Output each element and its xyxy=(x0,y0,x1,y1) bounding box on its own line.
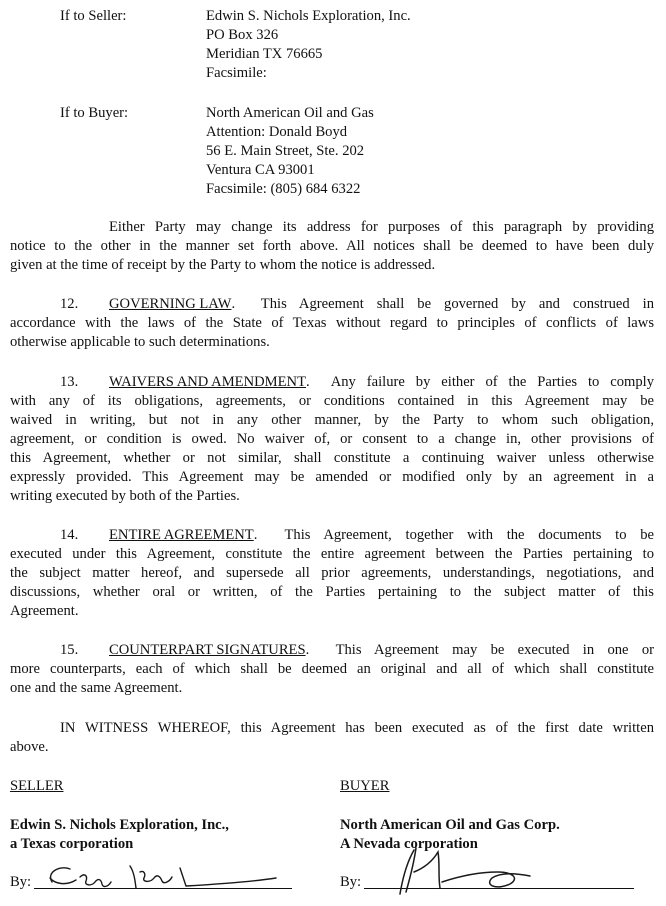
seller-fax: Facsimile: xyxy=(206,65,267,81)
section-number: 13. xyxy=(60,374,79,390)
section-first-line xyxy=(109,642,654,659)
paragraph-line: this Agreement, whether or not similar, shall constitute a continuing waiver unless otherwise xyxy=(10,450,654,466)
section-number: 12. xyxy=(60,296,79,312)
paragraph-line: accordance with the laws of the State of Texas without regard to principles of conflicts of laws xyxy=(10,315,654,331)
paragraph-line: one and the same Agreement. xyxy=(10,680,183,696)
buyer-by-label: By: xyxy=(340,874,362,890)
paragraph-line: discussions, whether oral or written, of the Parties pertaining to the subject matter of this xyxy=(10,584,654,600)
paragraph-line: notice to the other in the manner set forth above. All notices shall be deemed to have been duly xyxy=(10,238,654,254)
buyer-corporation-type: A Nevada corporation xyxy=(340,836,478,852)
section-heading: COUNTERPART SIGNATURES xyxy=(109,642,306,658)
seller-heading: SELLER xyxy=(10,778,64,794)
section-text: . Any failure by either of the Parties to comply xyxy=(306,374,654,390)
buyer-fax: Facsimile: (805) 684 6322 xyxy=(206,181,361,197)
buyer-attention: Attention: Donald Boyd xyxy=(206,124,348,140)
buyer-street: 56 E. Main Street, Ste. 202 xyxy=(206,143,365,159)
paragraph-line: executed under this Agreement, constitute the entire agreement between the Parties pertaining to xyxy=(10,546,654,562)
seller-signature xyxy=(40,860,280,894)
paragraph-line: IN WITNESS WHEREOF, this Agreement has been executed as of the first date written xyxy=(60,720,654,736)
paragraph-line: expressly provided. This Agreement may be amended or modified only by an agreement in a xyxy=(10,469,654,485)
section-text: . This Agreement may be executed in one or xyxy=(305,642,654,658)
buyer-city: Ventura CA 93001 xyxy=(206,162,315,178)
paragraph-line: Agreement. xyxy=(10,603,79,619)
section-heading: ENTIRE AGREEMENT xyxy=(109,527,254,543)
section-text: . This Agreement shall be governed by and construed in xyxy=(231,296,654,312)
section-first-line xyxy=(109,374,654,391)
seller-corporation-type: a Texas corporation xyxy=(10,836,134,852)
paragraph-line: the subject matter hereof, and supersede all prior agreements, understandings, negotiations, and xyxy=(10,565,654,581)
section-first-line xyxy=(109,527,654,544)
buyer-notice-label: If to Buyer: xyxy=(60,105,129,121)
section-number: 14. xyxy=(60,527,79,543)
paragraph-line: Either Party may change its address for purposes of this paragraph by providing xyxy=(109,219,654,235)
seller-by-label: By: xyxy=(10,874,32,890)
seller-po-box: PO Box 326 xyxy=(206,27,279,43)
section-heading: GOVERNING LAW xyxy=(109,296,232,312)
seller-city: Meridian TX 76665 xyxy=(206,46,323,62)
paragraph-line: more counterparts, each of which shall be deemed an original and all of which shall constitute xyxy=(10,661,654,677)
seller-company: Edwin S. Nichols Exploration, Inc., xyxy=(10,817,229,833)
buyer-heading: BUYER xyxy=(340,778,390,794)
paragraph-line: above. xyxy=(10,739,49,755)
paragraph-line: with any of its obligations, agreements, or conditions contained in this Agreement may be xyxy=(10,393,654,409)
buyer-signature xyxy=(380,842,540,898)
paragraph-line: waived in writing, but not in any other manner, by the Party to whom such obligation, xyxy=(10,412,654,428)
section-text: . This Agreement, together with the documents to be xyxy=(253,527,654,543)
buyer-name: North American Oil and Gas xyxy=(206,105,374,121)
seller-notice-label: If to Seller: xyxy=(60,8,127,24)
buyer-company: North American Oil and Gas Corp. xyxy=(340,817,560,833)
paragraph-line: agreement, or condition is owed. No waiver of, or consent to a change in, other provisions of xyxy=(10,431,654,447)
seller-name: Edwin S. Nichols Exploration, Inc. xyxy=(206,8,411,24)
section-heading: WAIVERS AND AMENDMENT xyxy=(109,374,307,390)
section-first-line xyxy=(109,296,654,313)
paragraph-line: given at the time of receipt by the Party to whom the notice is addressed. xyxy=(10,257,436,273)
paragraph-line: otherwise applicable to such determinations. xyxy=(10,334,270,350)
paragraph-line: writing executed by both of the Parties. xyxy=(10,488,240,504)
section-number: 15. xyxy=(60,642,79,658)
